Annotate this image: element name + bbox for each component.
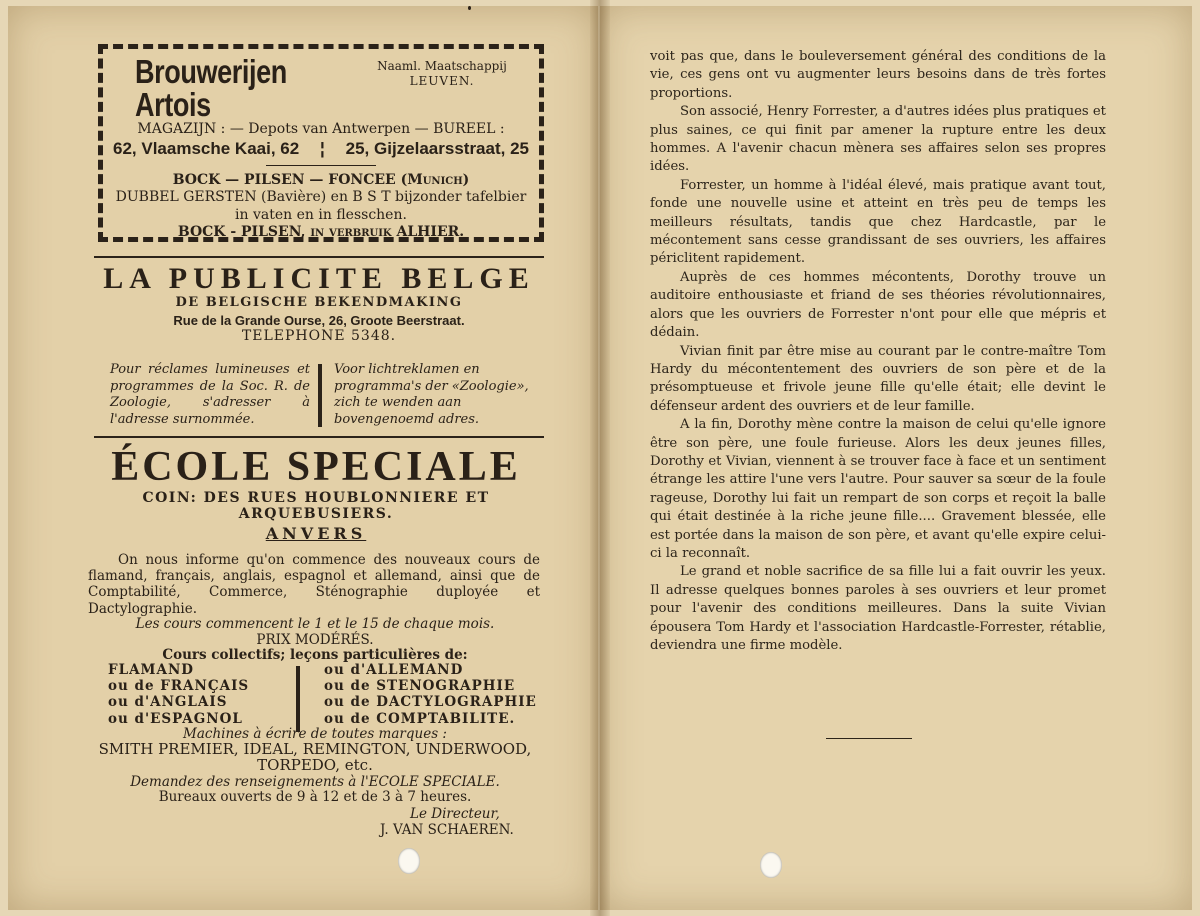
ecole-machines-brands-2: TORPEDO, etc. <box>257 756 373 774</box>
brewery-products-2: DUBBEL GERSTEN (Bavière) en B S T bijzonder tafelbier <box>115 189 527 205</box>
story-paragraph: A la fin, Dorothy mène contre la maison de celui qu'elle ignore être son père, une foule furieuse. Alors les deux jeunes filles, Dorothy et Vivian, viennent à se trouver face à face et un sentiment étrange les attire l'une vers l'autre. Pour sauver sa sœur de la foule rageuse, Dorothy lui fait un rempart de son corps et reçoit la balle qui était destinée à la riche jeune fille.... Gravement blessée, elle est portée dans la maison de son père, et avant qu'elle expire celui-ci la reconnaît. <box>650 417 1106 561</box>
course-item: FLAMAND <box>108 662 195 678</box>
ecole-director <box>380 806 514 838</box>
course-item: ou de FRANÇAIS <box>108 678 250 695</box>
binding-gutter <box>590 0 610 916</box>
ecole-schedule: Les cours commencent le 1 et le 15 de chaque mois. <box>135 616 495 632</box>
director-name: J. VAN SCHAEREN. <box>380 822 514 839</box>
section-divider <box>94 436 544 438</box>
ecole-hours: Bureaux ouverts de 9 à 12 et de 3 à 7 heures. <box>158 789 472 805</box>
ecole-location: COIN: DES RUES HOUBLONNIERE ET ARQUEBUSIERS. <box>142 490 490 523</box>
brewery-name: Brouwerijen Artois <box>135 53 287 123</box>
course-item: ou d'ANGLAIS <box>108 694 228 711</box>
ecole-city: ANVERS <box>265 524 367 544</box>
brewery-legal <box>377 59 507 89</box>
story-end-rule <box>826 738 912 739</box>
binding-hole <box>760 852 782 878</box>
course-item: ou de STENOGRAPHIE <box>324 678 516 695</box>
brewery-ad <box>98 44 544 242</box>
ecole-courses-right <box>300 662 537 732</box>
brewery-city: LEUVEN. <box>409 74 475 88</box>
publicite-telephone: TELEPHONE 5348. <box>241 328 397 344</box>
brewery-header <box>113 55 529 121</box>
publicite-subtitle: DE BELGISCHE BEKENDMAKING <box>175 295 463 310</box>
brewery-address-right: 25, Gijzelaarsstraat, 25 <box>345 138 529 158</box>
story-paragraph: voit pas que, dans le bouleversement général des conditions de la vie, ces gens ont vu augmenter leurs besoins dans de très fortes proportions. <box>650 49 1106 101</box>
brewery-products-1: BOCK — PILSEN — FONCEE (Munich) <box>172 171 470 188</box>
ecole-courses <box>88 662 548 732</box>
brewery-addresses <box>113 139 529 159</box>
brewery-products-3: in vaten en in flesschen. <box>235 206 407 223</box>
story-text <box>650 48 1106 655</box>
brewery-address-left: 62, Vlaamsche Kaai, 62 <box>113 138 300 158</box>
brewery-address-separator: ¦ <box>320 138 325 158</box>
section-divider <box>94 256 544 258</box>
publicite-title: LA PUBLICITE BELGE <box>103 262 535 295</box>
brewery-legal-form: Naaml. Maatschappij <box>377 59 507 73</box>
ecole-title: ÉCOLE SPECIALE <box>111 444 521 490</box>
ecole-machines-brands: SMITH PREMIER, IDEAL, REMINGTON, UNDERWOOD, <box>98 740 532 758</box>
publicite-notices <box>110 362 550 429</box>
course-item: ou d'ESPAGNOL <box>108 710 243 727</box>
story-paragraph: Le grand et noble sacrifice de sa fille lui a fait ouvrir les yeux. Il adresse quelques bonnes paroles à ses ouvriers et leur promet pour l'avenir des conditions meilleures. Dans la suite Vivian épousera Tom Hardy et l'association Hardcastle-Forrester, rétablie, deviendra une firme modèle. <box>650 564 1106 653</box>
course-item: ou de COMPTABILITE. <box>324 710 516 727</box>
publicite-notice-fr: Pour réclames lumineuses et programmes de la Soc. R. de Zoologie, s'adresser à l'adresse surnommée. <box>110 362 310 427</box>
story-paragraph: Vivian finit par être mise au courant par le contre-maître Tom Hardy du mécontentement des ouvriers de son père et de la présomptueuse et frivole jeune fille qu'elle était; elle devint le défenseur ardent des ouvriers et de leur famille. <box>650 343 1106 414</box>
brewery-depots: MAGAZIJN : — Depots van Antwerpen — BUREEL : <box>137 121 505 137</box>
brewery-products <box>113 172 529 242</box>
binding-hole <box>398 848 420 874</box>
ecole-courses-heading: Cours collectifs; leçons particulières de: <box>162 647 468 663</box>
ecole-info: Demandez des renseignements à l'ECOLE SPECIALE. <box>130 774 500 790</box>
course-item: ou de DACTYLOGRAPHIE <box>324 694 537 711</box>
brewery-products-4: BOCK - PILSEN, in verbruik ALHIER. <box>177 224 465 240</box>
story-paragraph: Son associé, Henry Forrester, a d'autres idées plus pratiques et plus saines, ce qui finit par amener la rupture entre les deux hommes. A l'avenir chacun mènera ses affaires selon ses propres idées. <box>650 104 1106 175</box>
ink-spot <box>468 6 471 10</box>
director-title: Le Directeur, <box>410 806 500 822</box>
ecole-ad <box>84 444 548 543</box>
course-item: ou d'ALLEMAND <box>324 662 464 678</box>
publicite-address: Rue de la Grande Ourse, 26, Groote Beerstraat. <box>173 313 465 328</box>
publicite-ad <box>94 262 544 344</box>
ecole-prices: PRIX MODÉRÉS. <box>256 632 374 648</box>
story-paragraph: Auprès de ces hommes mécontents, Dorothy trouve un auditoire enthousiaste et friand de ses théories révolutionnaires, alors que les ouvriers de Forrester n'ont pour elle que mépris et dédain. <box>650 269 1106 341</box>
brewery-divider <box>266 165 376 166</box>
ecole-courses-left <box>88 662 296 732</box>
publicite-notice-nl: Voor lichtreklamen en programma's der «Zoologie», zich te wenden aan bovengenoemd adres. <box>334 362 529 427</box>
ecole-machines-heading: Machines à écrire de toutes marques : <box>183 726 447 742</box>
story-paragraph: Forrester, un homme à l'idéal élevé, mais pratique avant tout, fonde une nouvelle usine et atteint en très peu de temps les meilleurs résultats, tandis que chez Hardcastle, par le mécontement sans cesse grandissant de ses ouvriers, les affaires périclitent rapidement. <box>650 177 1106 267</box>
ecole-intro: On nous informe qu'on commence des nouveaux cours de flamand, français, anglais, espagnol et allemand, ainsi que de Comptabilité, Commerce, Sténographie duployée et Dactylographie. <box>88 552 540 617</box>
